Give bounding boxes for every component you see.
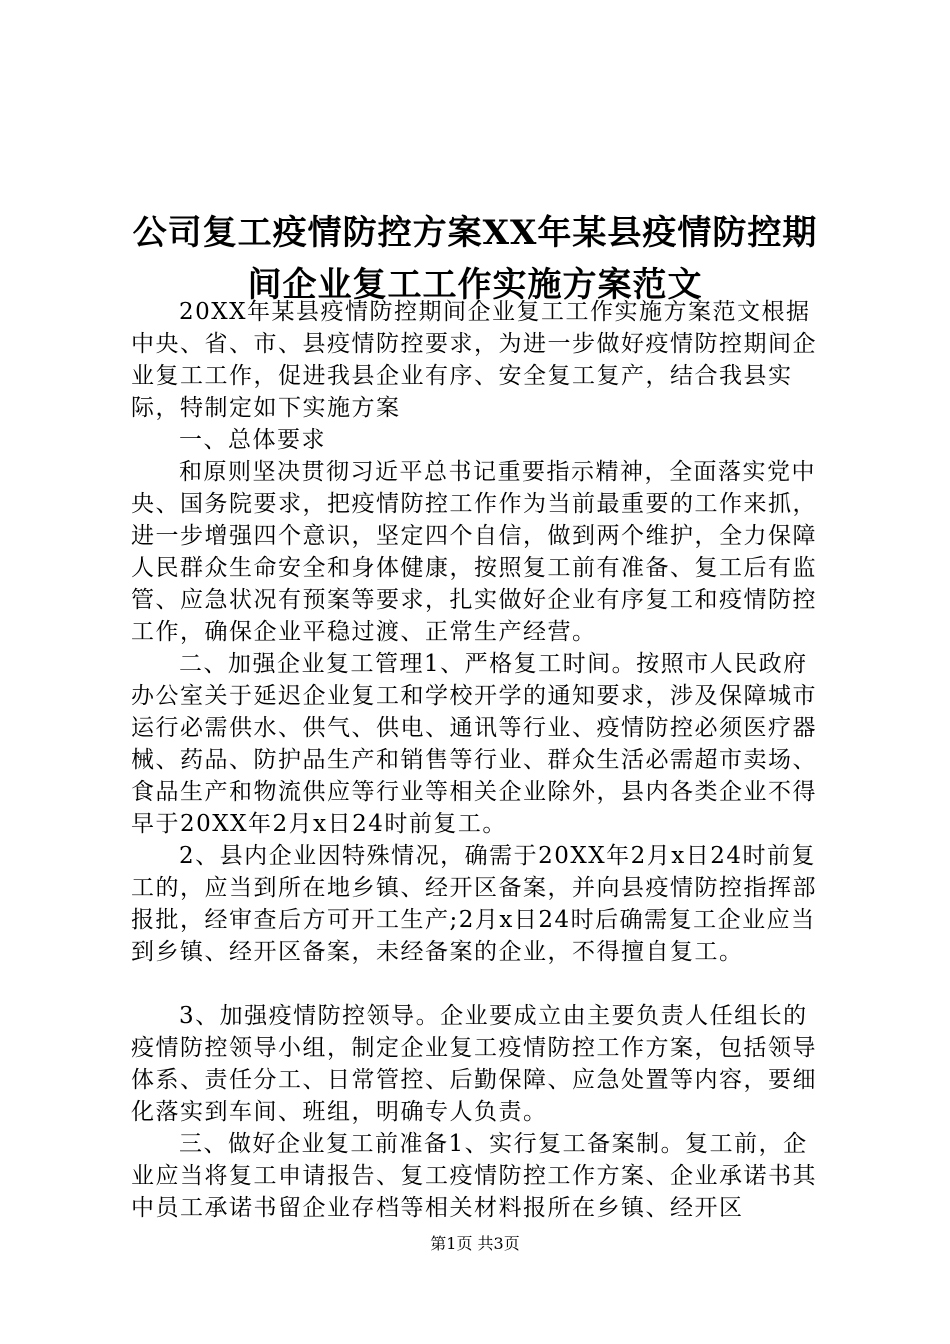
document-body: [131, 296, 831, 1224]
title-line-2: 间企业复工工作实施方案范文: [247, 264, 703, 305]
paragraph-heading-general: 一、总体要求: [179, 427, 326, 453]
paragraph-principles: 和原则坚决贯彻习近平总书记重要指示精神，全面落实党中央、国务院要求，把疫情防控工作作为当前最重要的工作来抓，进一步增强四个意识，坚定四个自信，做到两个维护，全力保障人民群众生命安全和身体健康，按照复工前有准备、复工后有监管、应急状况有预案等要求，扎实做好企业有序复工和疫情防控工作，确保企业平稳过渡、正常生产经营。: [131, 459, 817, 645]
paragraph-management: 二、加强企业复工管理1、严格复工时间。按照市人民政府办公室关于延迟企业复工和学校开学的通知要求，涉及保障城市运行必需供水、供气、供电、通讯等行业、疫情防控必须医疗器械、药品、防护品生产和销售等行业、群众生活必需超市卖场、食品生产和物流供应等行业等相关企业除外，县内各类企业不得早于20XX年2月x日24时前复工。: [131, 651, 817, 837]
paragraph-intro: 20XX年某县疫情防控期间企业复工工作实施方案范文根据中央、省、市、县疫情防控要求，为进一步做好疫情防控期间企业复工工作，促进我县企业有序、安全复工复产，结合我县实际，特制定如下实施方案: [131, 299, 817, 421]
paragraph-special-cases: 2、县内企业因特殊情况，确需于20XX年2月x日24时前复工的，应当到所在地乡镇、经开区备案，并向县疫情防控指挥部报批，经审查后方可开工生产;2月x日24时后确需复工企业应当到乡镇、经开区备案，未经备案的企业，不得擅自复工。: [131, 843, 817, 965]
page-number: 第1页 共3页: [430, 1234, 520, 1253]
paragraph-leadership: 3、加强疫情防控领导。企业要成立由主要负责人任组长的疫情防控领导小组，制定企业复工疫情防控工作方案，包括领导体系、责任分工、日常管控、后勤保障、应急处置等内容，要细化落实到车间、班组，明确专人负责。: [131, 1003, 817, 1125]
title-line-1: 公司复工疫情防控方案XX年某县疫情防控期: [132, 212, 818, 253]
paragraph-preparation: 三、做好企业复工前准备1、实行复工备案制。复工前，企业应当将复工申请报告、复工疫情防控工作方案、企业承诺书其中员工承诺书留企业存档等相关材料报所在乡镇、经开区: [131, 1131, 817, 1221]
